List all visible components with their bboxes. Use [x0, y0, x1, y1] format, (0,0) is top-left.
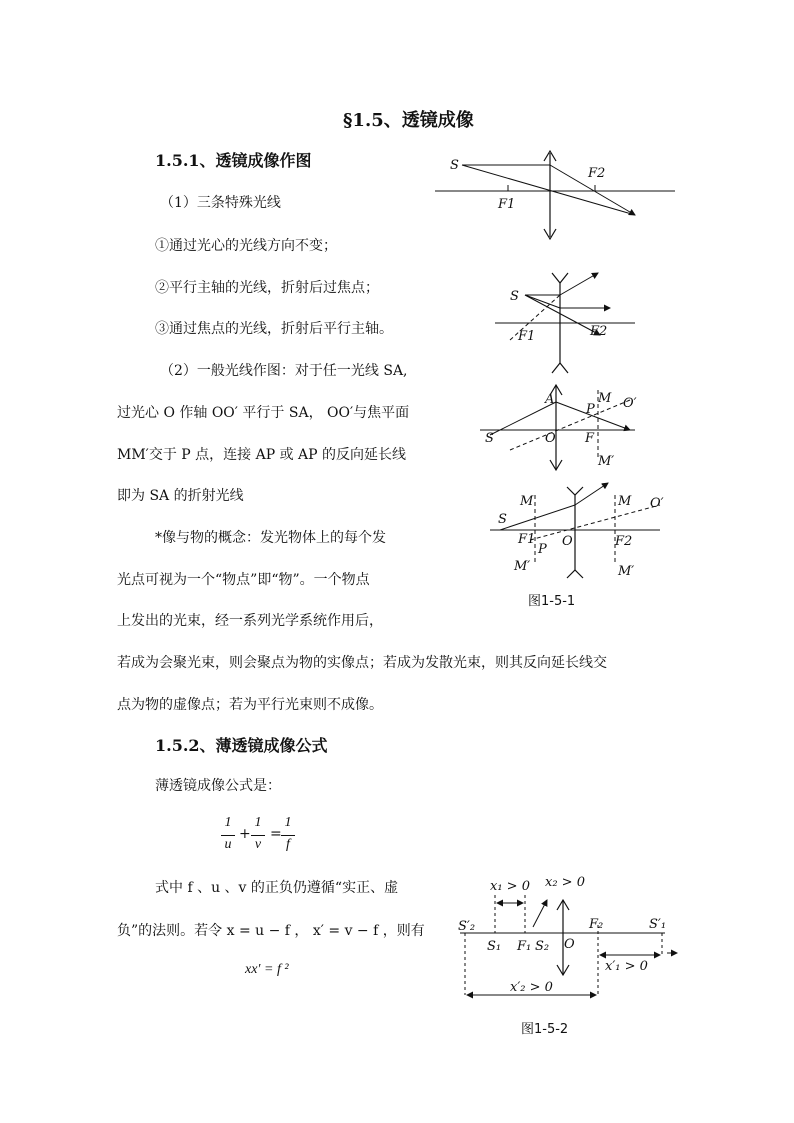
label-F1: F1: [518, 532, 536, 547]
label-Mprime: M′: [598, 454, 615, 469]
diagram-general-ray-convex: [480, 385, 637, 470]
paragraph-line: 式中 f 、u 、v 的正负仍遵循“实正、虚: [155, 880, 399, 896]
subheading-general-ray: （2）一般光线作图：对于任一光线 SA,: [160, 363, 408, 379]
label-S2prime: S′₂: [458, 919, 476, 934]
label-Oprime: O′: [623, 396, 637, 411]
newton-formula: xx′ = f ²: [245, 962, 289, 977]
label-x1prime: x′₁ > 0: [605, 959, 648, 974]
label-S1: S₁: [487, 939, 502, 954]
paragraph-line: MM′交于 P 点，连接 AP 或 AP 的反向延长线: [117, 447, 407, 463]
label-S: S: [485, 431, 494, 446]
label-F2: F₂: [589, 917, 604, 932]
label-F: F: [585, 431, 595, 446]
paragraph-line: 即为 SA 的折射光线: [117, 488, 244, 504]
label-x2: x₂ > 0: [545, 875, 585, 890]
figure-caption-2: 图1-5-2: [521, 1022, 569, 1037]
paragraph-line: 光点可视为一个“物点”即“物”。一个物点: [117, 572, 370, 588]
lens-formula: 1 u + 1 v = 1 f: [220, 815, 295, 860]
paragraph-line: 点为物的虚像点；若为平行光束则不成像。: [117, 697, 383, 713]
rule-item-2: ②平行主轴的光线，折射后过焦点；: [155, 280, 379, 296]
label-O: O: [545, 431, 556, 446]
paragraph-line: 上发出的光束，经一系列光学系统作用后，: [117, 613, 383, 629]
label-Oprime: O′: [650, 496, 664, 511]
label-F1: F1: [518, 329, 536, 344]
lens-diagram-figure-2: [455, 870, 690, 1010]
section-heading-1: 1.5.1、透镜成像作图: [155, 151, 312, 170]
paragraph-line: 过光心 O 作轴 OO′ 平行于 SA， OO′与焦平面: [117, 405, 410, 421]
label-S: S: [498, 512, 507, 527]
label-F1: F₁: [517, 939, 532, 954]
rule-item-1: ①通过光心的光线方向不变；: [155, 238, 337, 254]
page-title: §1.5、透镜成像: [343, 110, 474, 131]
label-F2: F2: [588, 166, 606, 181]
label-S1prime: S′₁: [649, 917, 667, 932]
label-A: A: [545, 392, 555, 407]
label-F1: F1: [498, 197, 516, 212]
label-O: O: [564, 937, 575, 952]
label-O: O: [562, 534, 573, 549]
rule-item-3: ③通过焦点的光线，折射后平行主轴。: [155, 321, 393, 337]
label-Mprime: M′: [618, 564, 635, 579]
paragraph-line: 负”的法则。若令 x = u − f ， x′ = v − f ，则有: [117, 923, 425, 939]
label-S: S: [450, 158, 459, 173]
label-Mprime: M′: [514, 559, 531, 574]
label-x1: x₁ > 0: [490, 879, 530, 894]
label-x2prime: x′₂ > 0: [510, 980, 553, 995]
diagram-convex-lens-special-rays: [435, 151, 675, 239]
paragraph-line: 若成为会聚光束，则会聚点为物的实像点；若成为发散光束，则其反向延长线交: [117, 655, 607, 671]
section-heading-2: 1.5.2、薄透镜成像公式: [155, 736, 328, 755]
label-F2: F2: [615, 534, 633, 549]
label-F2: F2: [590, 324, 608, 339]
label-S2: S₂: [535, 939, 550, 954]
label-S: S: [510, 289, 519, 304]
subheading-special-rays: （1）三条特殊光线: [160, 195, 281, 211]
label-P: P: [586, 402, 595, 417]
label-M: M: [618, 494, 632, 509]
label-M: M: [520, 494, 534, 509]
label-P: P: [538, 542, 547, 557]
figure-caption-1: 图1-5-1: [528, 594, 576, 609]
paragraph-line: 薄透镜成像公式是：: [155, 778, 281, 794]
paragraph-line: *像与物的概念：发光物体上的每个发: [155, 530, 386, 546]
lens-diagram-figure-1: [430, 145, 680, 585]
label-M: M: [598, 391, 612, 406]
diagram-general-ray-concave: [490, 483, 664, 579]
diagram-concave-lens-rays: [495, 273, 635, 373]
